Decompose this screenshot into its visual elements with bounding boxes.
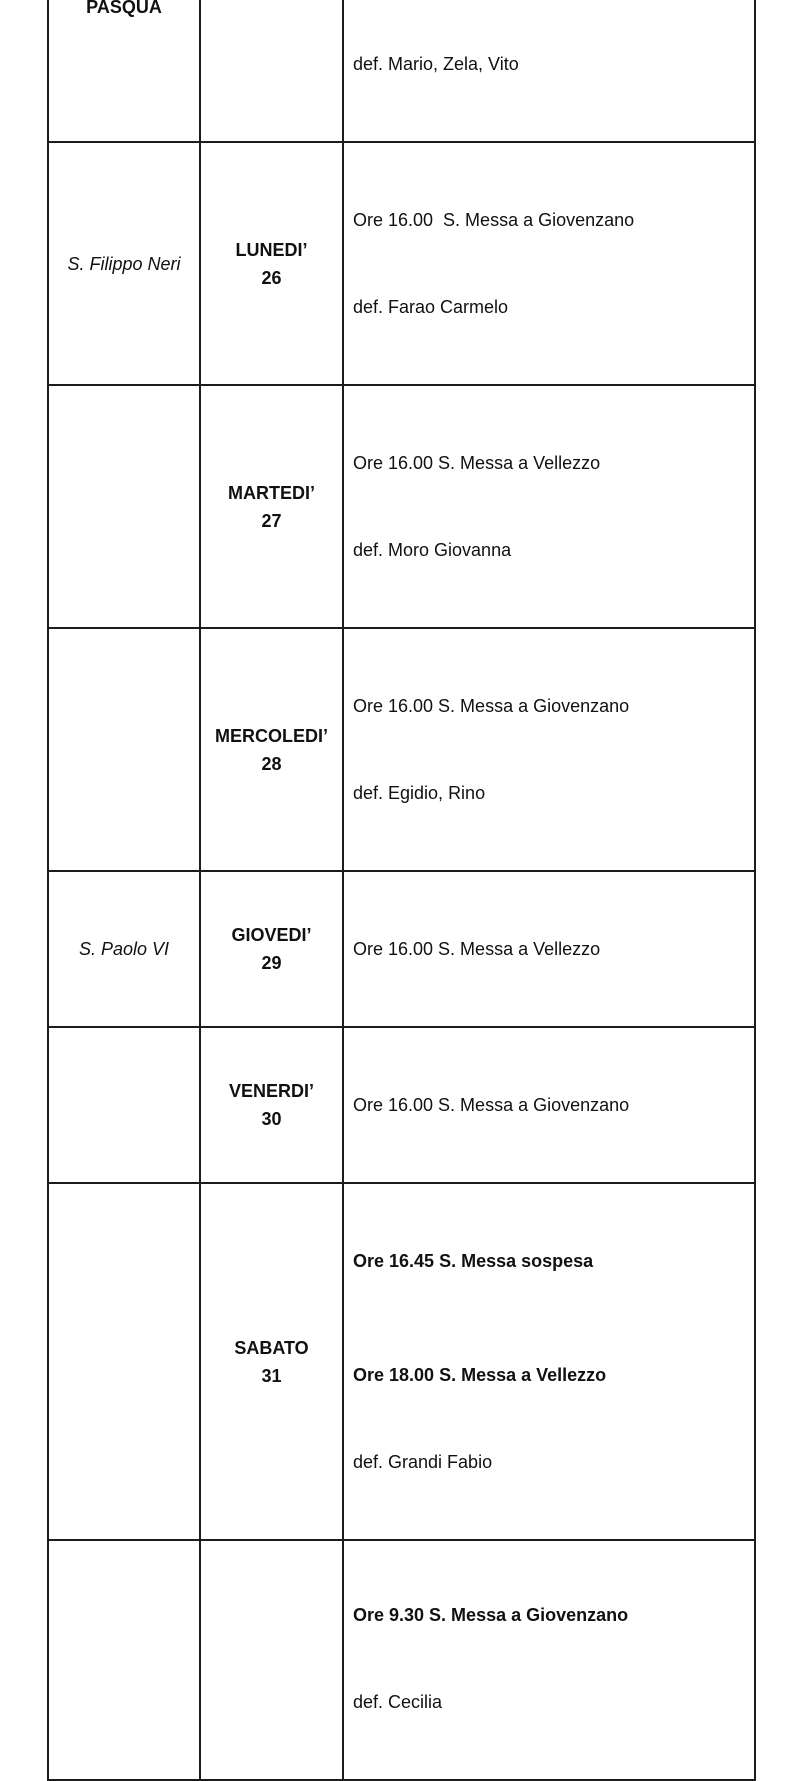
day-cell xyxy=(200,1540,343,1780)
table-row xyxy=(48,385,755,628)
table-row xyxy=(48,142,755,385)
mass-line: def. Farao Carmelo xyxy=(353,297,509,317)
mass-line: Ore 16.00 S. Messa a Giovenzano xyxy=(353,696,630,716)
day-name: LUNEDI’ xyxy=(235,239,308,260)
mass-cell xyxy=(343,628,755,871)
feast-label: PASQUA xyxy=(86,0,162,17)
day-cell xyxy=(200,142,343,385)
mass-line: def. Moro Giovanna xyxy=(353,540,512,560)
day-number: 27 xyxy=(261,510,282,531)
mass-line: Ore 9.30 S. Messa a Giovenzano xyxy=(353,1605,629,1625)
table-row xyxy=(48,628,755,871)
mass-cell xyxy=(343,1183,755,1540)
saint-cell xyxy=(48,1027,200,1183)
mass-line: Ore 16.00 S. Messa a Giovenzano xyxy=(353,210,635,230)
mass-cell xyxy=(343,0,755,142)
table-row xyxy=(48,1540,755,1780)
day-name: VENERDI’ xyxy=(228,1081,315,1101)
mass-line: Ore 16.00 S. Messa a Vellezzo xyxy=(353,453,601,473)
saint-cell xyxy=(48,1540,200,1780)
day-cell xyxy=(200,385,343,628)
mass-line: Ore 16.00 S. Messa a Giovenzano xyxy=(353,1095,630,1115)
table-row xyxy=(48,0,755,142)
day-number: 26 xyxy=(261,267,282,288)
mass-line: def. Mario, Zela, Vito xyxy=(353,54,519,74)
mass-line: Ore 16.00 S. Messa a Vellezzo xyxy=(353,939,601,959)
mass-cell xyxy=(343,1027,755,1183)
saint-cell xyxy=(48,1183,200,1540)
mass-schedule-table xyxy=(47,0,756,1781)
day-cell xyxy=(200,871,343,1027)
day-cell xyxy=(200,628,343,871)
day-number: 28 xyxy=(261,753,282,774)
saint-name: S. Filippo Neri xyxy=(67,253,181,274)
mass-line: def. Egidio, Rino xyxy=(353,783,486,803)
saint-cell xyxy=(48,871,200,1027)
day-number: 29 xyxy=(261,953,282,973)
saint-cell xyxy=(48,385,200,628)
day-name: GIOVEDI’ xyxy=(231,925,312,945)
day-number: 30 xyxy=(261,1109,282,1129)
mass-line: Ore 18.00 S. Messa a Vellezzo xyxy=(353,1365,607,1385)
mass-cell xyxy=(343,142,755,385)
saint-name: S. Paolo VI xyxy=(78,939,170,959)
mass-line: def. Grandi Fabio xyxy=(353,1452,493,1472)
saint-cell xyxy=(48,142,200,385)
day-cell xyxy=(200,1183,343,1540)
table-row xyxy=(48,1183,755,1540)
saint-cell xyxy=(48,628,200,871)
saint-cell xyxy=(48,0,200,142)
mass-cell xyxy=(343,1540,755,1780)
day-number: 31 xyxy=(261,1365,282,1386)
day-name: MARTEDI’ xyxy=(228,482,315,503)
mass-line: def. Cecilia xyxy=(353,1692,443,1712)
day-name: SABATO xyxy=(234,1337,309,1358)
mass-line: Ore 16.45 S. Messa sospesa xyxy=(353,1251,594,1271)
table-row xyxy=(48,871,755,1027)
mass-cell xyxy=(343,385,755,628)
day-name: MERCOLEDI’ xyxy=(214,725,328,746)
mass-cell xyxy=(343,871,755,1027)
day-cell xyxy=(200,1027,343,1183)
table-row xyxy=(48,1027,755,1183)
day-cell xyxy=(200,0,343,142)
